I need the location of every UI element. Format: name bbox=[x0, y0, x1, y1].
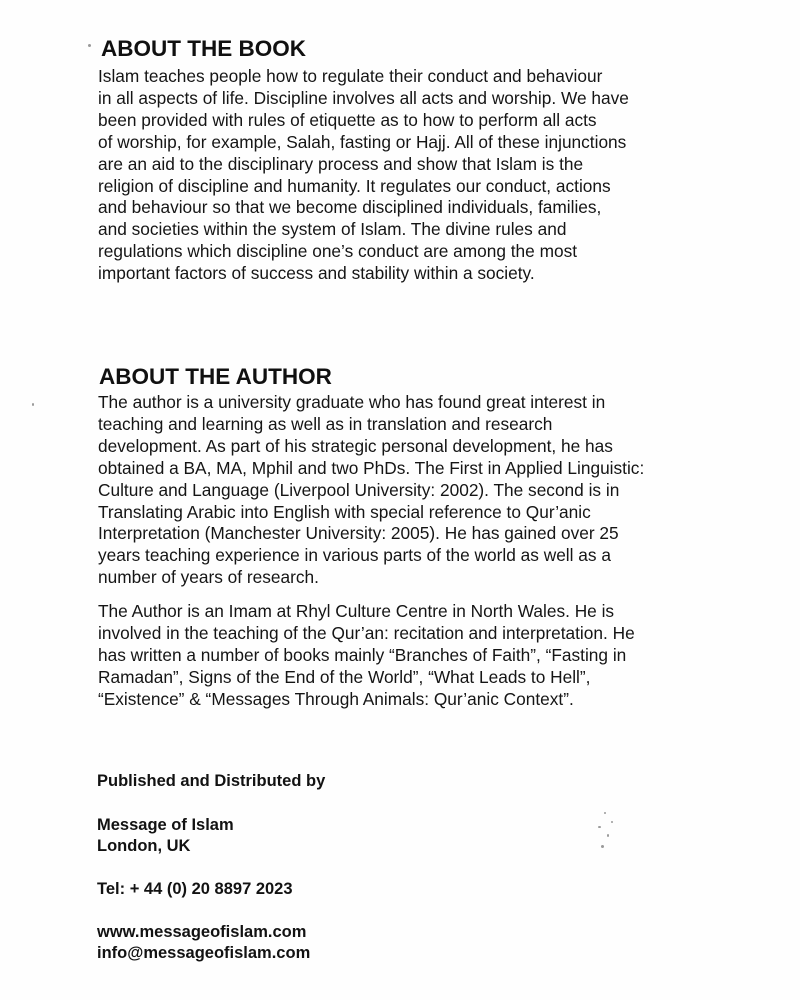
text-line: “Existence” & “Messages Through Animals: Qur’anic Context”. bbox=[98, 688, 574, 709]
text-line: number of years of research. bbox=[98, 567, 319, 588]
text-line: Islam teaches people how to regulate their conduct and behaviour bbox=[98, 66, 603, 86]
publisher-contact bbox=[97, 922, 310, 964]
text-line: been provided with rules of etiquette as to how to perform all acts bbox=[98, 109, 597, 130]
text-line: years teaching experience in various parts of the world as well as a bbox=[98, 545, 611, 566]
publisher-location: London, UK bbox=[97, 837, 191, 855]
text-line: Ramadan”, Signs of the End of the World”, “What Leads to Hell”, bbox=[98, 666, 591, 687]
publisher-address bbox=[97, 815, 234, 857]
about-author-paragraph-1 bbox=[98, 392, 644, 589]
text-line: involved in the teaching of the Qur’an: recitation and interpretation. He bbox=[98, 622, 635, 643]
scan-speck bbox=[598, 826, 601, 828]
text-line: in all aspects of life. Discipline involves all acts and worship. We have bbox=[98, 87, 629, 108]
text-line: important factors of success and stability within a society. bbox=[98, 263, 535, 284]
text-line: Translating Arabic into English with special reference to Qur’anic bbox=[98, 501, 591, 522]
about-author-heading: ABOUT THE AUTHOR bbox=[99, 364, 332, 389]
text-line: are an aid to the disciplinary process and show that Islam is the bbox=[98, 153, 584, 174]
text-line: Culture and Language (Liverpool University: 2002). The second is in bbox=[98, 479, 620, 500]
text-line: has written a number of books mainly “Branches of Faith”, “Fasting in bbox=[98, 644, 627, 665]
text-line: obtained a BA, MA, Mphil and two PhDs. The First in Applied Linguistic: bbox=[98, 457, 645, 478]
scan-speck bbox=[32, 403, 34, 406]
scan-speck bbox=[611, 821, 613, 823]
about-book-heading: ABOUT THE BOOK bbox=[101, 36, 306, 61]
text-line: and behaviour so that we become disciplined individuals, families, bbox=[98, 197, 602, 218]
text-line: The Author is an Imam at Rhyl Culture Centre in North Wales. He is bbox=[98, 601, 615, 621]
text-line: of worship, for example, Salah, fasting or Hajj. All of these injunctions bbox=[98, 131, 627, 152]
scan-speck bbox=[88, 44, 91, 47]
publisher-telephone: Tel: + 44 (0) 20 8897 2023 bbox=[97, 880, 293, 898]
text-line: religion of discipline and humanity. It regulates our conduct, actions bbox=[98, 175, 611, 196]
publisher-website: www.messageofislam.com bbox=[97, 923, 307, 941]
scan-speck bbox=[601, 845, 604, 848]
text-line: Interpretation (Manchester University: 2005). He has gained over 25 bbox=[98, 523, 619, 544]
scan-speck bbox=[607, 834, 609, 837]
text-line: teaching and learning as well as in translation and research bbox=[98, 413, 553, 434]
about-author-paragraph-2 bbox=[98, 601, 635, 711]
text-line: regulations which discipline one’s conduct are among the most bbox=[98, 241, 578, 262]
publisher-email: info@messageofislam.com bbox=[97, 944, 311, 962]
text-line: and societies within the system of Islam. The divine rules and bbox=[98, 219, 567, 240]
about-book-text bbox=[98, 66, 629, 285]
scan-speck bbox=[604, 812, 606, 814]
text-line: development. As part of his strategic personal development, he has bbox=[98, 435, 613, 456]
publisher-name: Message of Islam bbox=[97, 816, 234, 834]
text-line: The author is a university graduate who has found great interest in bbox=[98, 392, 606, 412]
publisher-label: Published and Distributed by bbox=[97, 772, 326, 790]
